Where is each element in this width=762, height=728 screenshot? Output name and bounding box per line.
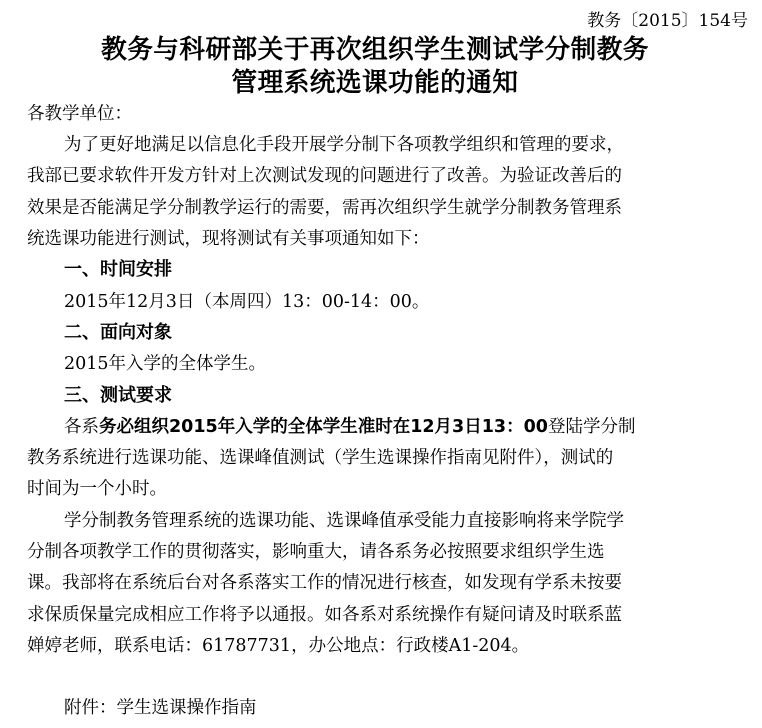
intro-line-2: 我部已要求软件开发方针对上次测试发现的问题进行了改善。为验证改善后的 — [27, 166, 622, 186]
section-3-para-1-line-3: 时间为一个小时。 — [27, 479, 167, 499]
section-3-heading: 三、测试要求 — [64, 385, 172, 406]
intro-line-4: 统选课功能进行测试，现将测试有关事项通知如下： — [27, 229, 430, 249]
section-3-para-2-line-2: 分制各项教学工作的贯彻落实，影响重大，请各系务必按照要求组织学生选 — [27, 542, 605, 562]
attachment-note: 附件：学生选课操作指南 — [64, 698, 257, 718]
section-3-para-2-line-5: 婵婷老师，联系电话：61787731，办公地点：行政楼A1-204。 — [27, 636, 530, 656]
section-2-text: 2015年入学的全体学生。 — [64, 354, 267, 374]
section-3-para-1-line-2: 教务系统进行选课功能、选课峰值测试（学生选课操作指南见附件），测试的 — [27, 448, 614, 468]
para-1-emphasis: 务必组织2015年入学的全体学生准时在12月3日13：00 — [99, 417, 548, 437]
section-3-para-1-line-1 — [64, 417, 635, 437]
section-1-text: 2015年12月3日（本周四）13：00-14：00。 — [64, 292, 430, 312]
section-3-para-2-line-4: 求保质保量完成相应工作将予以通报。如各系对系统操作有疑问请及时联系蓝 — [27, 605, 622, 625]
section-3-para-2-line-1: 学分制教务管理系统的选课功能、选课峰值承受能力直接影响将来学院学 — [64, 511, 624, 531]
para-1-suffix: 登陆学分制 — [547, 417, 636, 437]
document-number: 教务〔2015〕154号 — [587, 11, 748, 31]
section-3-para-2-line-3: 课。我部将在系统后台对各系落实工作的情况进行核查，如发现有学系未按要 — [27, 573, 622, 593]
salutation: 各教学单位： — [27, 104, 132, 124]
para-1-prefix: 各系 — [64, 417, 99, 437]
intro-line-3: 效果是否能满足学分制教学运行的需要，需再次组织学生就学分制教务管理系 — [27, 198, 622, 218]
document-title-line-1: 教务与科研部关于再次组织学生测试学分制教务 — [101, 35, 649, 65]
document-title-line-2: 管理系统选课功能的通知 — [231, 68, 519, 98]
section-1-heading: 一、时间安排 — [64, 259, 172, 280]
intro-line-1: 为了更好地满足以信息化手段开展学分制下各项教学组织和管理的要求， — [64, 135, 624, 155]
section-2-heading: 二、面向对象 — [64, 322, 172, 343]
